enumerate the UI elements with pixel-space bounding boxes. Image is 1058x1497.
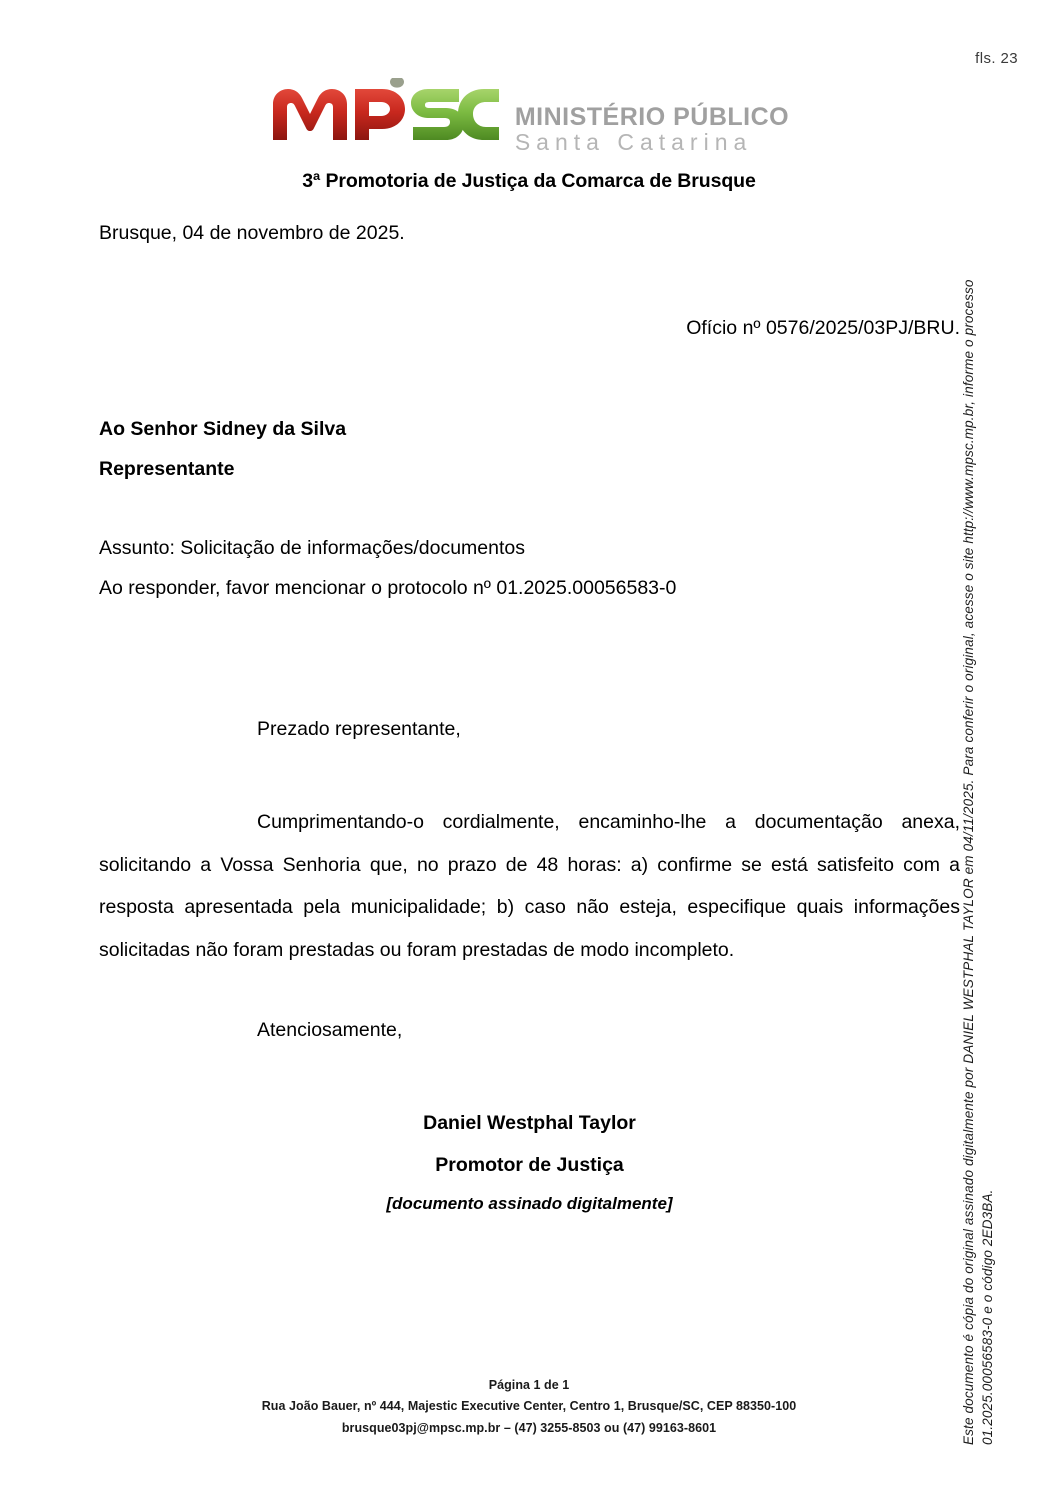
main-paragraph: Cumprimentando-o cordialmente, encaminho-lhe a documentação anexa, solicitando a Vossa Senhoria que, no prazo de 48 horas: a) confirme se está satisfeito com a resposta apresentada pela municipalidade; b) caso não esteja, especifique quais informações solicitadas não foram prestadas ou foram prestadas de modo incompleto. [99,811,960,961]
signature-role: Promotor de Justiça [435,1153,624,1176]
recipient-name: Ao Senhor Sidney da Silva [99,418,347,440]
digital-signature-stamp [961,0,1030,1497]
mpsc-logo-mark-icon [269,78,501,144]
stamp-line-2: 01.2025.00056583-0 e o código 2ED3BA. [980,1189,995,1445]
greeting-line: Prezado representante, [257,718,461,740]
institution-name-line2: Santa Catarina [514,129,753,156]
footer-contact: brusque03pj@mpsc.mp.br – (47) 3255-8503 ou (47) 99163-8601 [341,1420,717,1435]
subject-line: Assunto: Solicitação de informações/documentos [99,537,525,559]
letter-body [99,222,960,1212]
promotoria-title: 3ª Promotoria de Justiça da Comarca de Brusque [302,169,756,192]
recipient-role: Representante [99,457,235,480]
footer-address: Rua João Bauer, nº 444, Majestic Executive Center, Centro 1, Brusque/SC, CEP 88350-100 [261,1399,797,1413]
signature-block [99,1114,960,1212]
document-header [0,78,1058,193]
signature-name: Daniel Westphal Taylor [423,1112,636,1134]
document-footer [0,1375,1058,1440]
mpsc-logo [269,78,789,156]
folio-label: fls. 23 [975,50,1018,67]
protocol-note-line: Ao responder, favor mencionar o protocolo nº 01.2025.00056583-0 [99,576,677,599]
stamp-line-1: Este documento é cópia do original assinado digitalmente por DANIEL WESTPHAL TAYLOR em 04/11/2025. Para conferir o original, acesse o site http://www.mpsc.mp.br, informe o processo [961,279,976,1445]
place-date-line: Brusque, 04 de novembro de 2025. [99,222,405,244]
oficio-number-line: Ofício nº 0576/2025/03PJ/BRU. [686,317,960,339]
mpsc-logo-wordmark [515,78,789,156]
institution-name-line1: MINISTÉRIO PÚBLICO [514,103,790,131]
signature-digital-note: [documento assinado digitalmente] [386,1194,673,1213]
footer-page-number: Página 1 de 1 [488,1377,570,1392]
closing-line: Atenciosamente, [257,1019,403,1041]
